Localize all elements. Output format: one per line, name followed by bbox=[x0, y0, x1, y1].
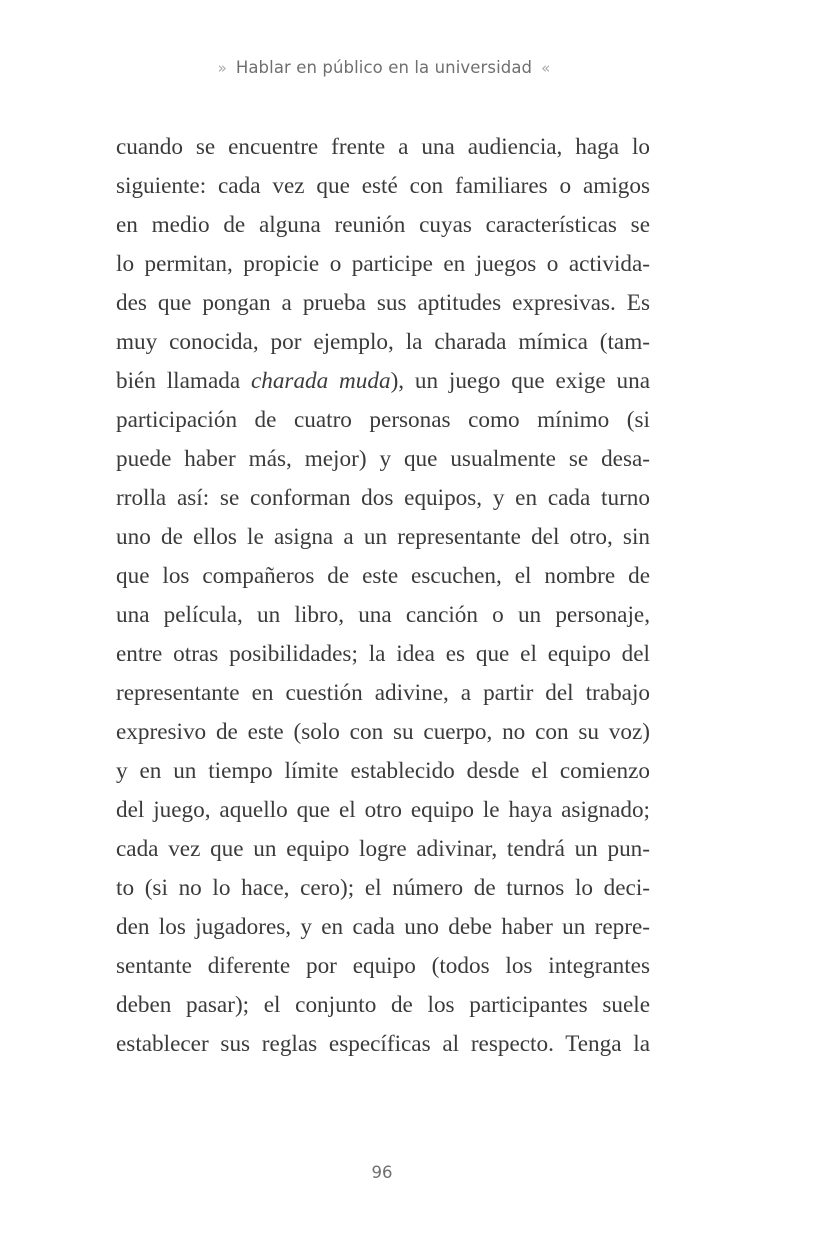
text-line: expresivo de este (solo con su cuerpo, no con su voz) bbox=[116, 719, 650, 745]
text-line: deben pasar); el conjunto de los participantes suele bbox=[116, 992, 650, 1018]
text-line: sentante diferente por equipo (todos los integrantes bbox=[116, 953, 650, 979]
text-line: entre otras posibilidades; la idea es que el equipo del bbox=[116, 641, 650, 667]
text-line: den los jugadores, y en cada uno debe haber un repre- bbox=[116, 914, 650, 940]
text-line: que los compañeros de este escuchen, el nombre de bbox=[116, 563, 650, 589]
header-left-guillemet: » bbox=[217, 59, 227, 77]
text-line: siguiente: cada vez que esté con familiares o amigos bbox=[116, 173, 650, 199]
text-line: en medio de alguna reunión cuyas características se bbox=[116, 212, 650, 238]
header-right-guillemet: « bbox=[541, 59, 551, 77]
text-line: des que pongan a prueba sus aptitudes expresivas. Es bbox=[116, 290, 650, 316]
text-line: cada vez que un equipo logre adivinar, tendrá un pun- bbox=[116, 836, 650, 862]
body-paragraph bbox=[116, 128, 650, 1064]
text-line: establecer sus reglas específicas al respecto. Tenga la bbox=[116, 1031, 650, 1057]
text-line: rrolla así: se conforman dos equipos, y en cada turno bbox=[116, 485, 650, 511]
text-line: uno de ellos le asigna a un representante del otro, sin bbox=[116, 524, 650, 550]
text-line: del juego, aquello que el otro equipo le haya asignado; bbox=[116, 797, 650, 823]
text-line: to (si no lo hace, cero); el número de turnos lo deci- bbox=[116, 875, 650, 901]
italic-term: charada muda bbox=[250, 368, 391, 394]
text-line: cuando se encuentre frente a una audiencia, haga lo bbox=[116, 134, 650, 160]
text-segment: ), un juego que exige una bbox=[390, 368, 650, 394]
text-line: lo permitan, propicie o participe en juegos o activida- bbox=[116, 251, 650, 277]
running-header bbox=[0, 58, 768, 77]
text-line: puede haber más, mejor) y que usualmente se desa- bbox=[116, 446, 650, 472]
text-line: muy conocida, por ejemplo, la charada mímica (tam- bbox=[116, 329, 650, 355]
header-title: Hablar en público en la universidad bbox=[235, 58, 533, 77]
text-segment: bién llamada bbox=[116, 368, 251, 394]
text-line-with-italic bbox=[116, 362, 650, 401]
text-line: participación de cuatro personas como mínimo (si bbox=[116, 407, 650, 433]
text-line: una película, un libro, una canción o un personaje, bbox=[116, 602, 650, 628]
text-line: y en un tiempo límite establecido desde el comienzo bbox=[116, 758, 650, 784]
text-line: representante en cuestión adivine, a partir del trabajo bbox=[116, 680, 650, 706]
page-number: 96 bbox=[371, 1163, 393, 1182]
